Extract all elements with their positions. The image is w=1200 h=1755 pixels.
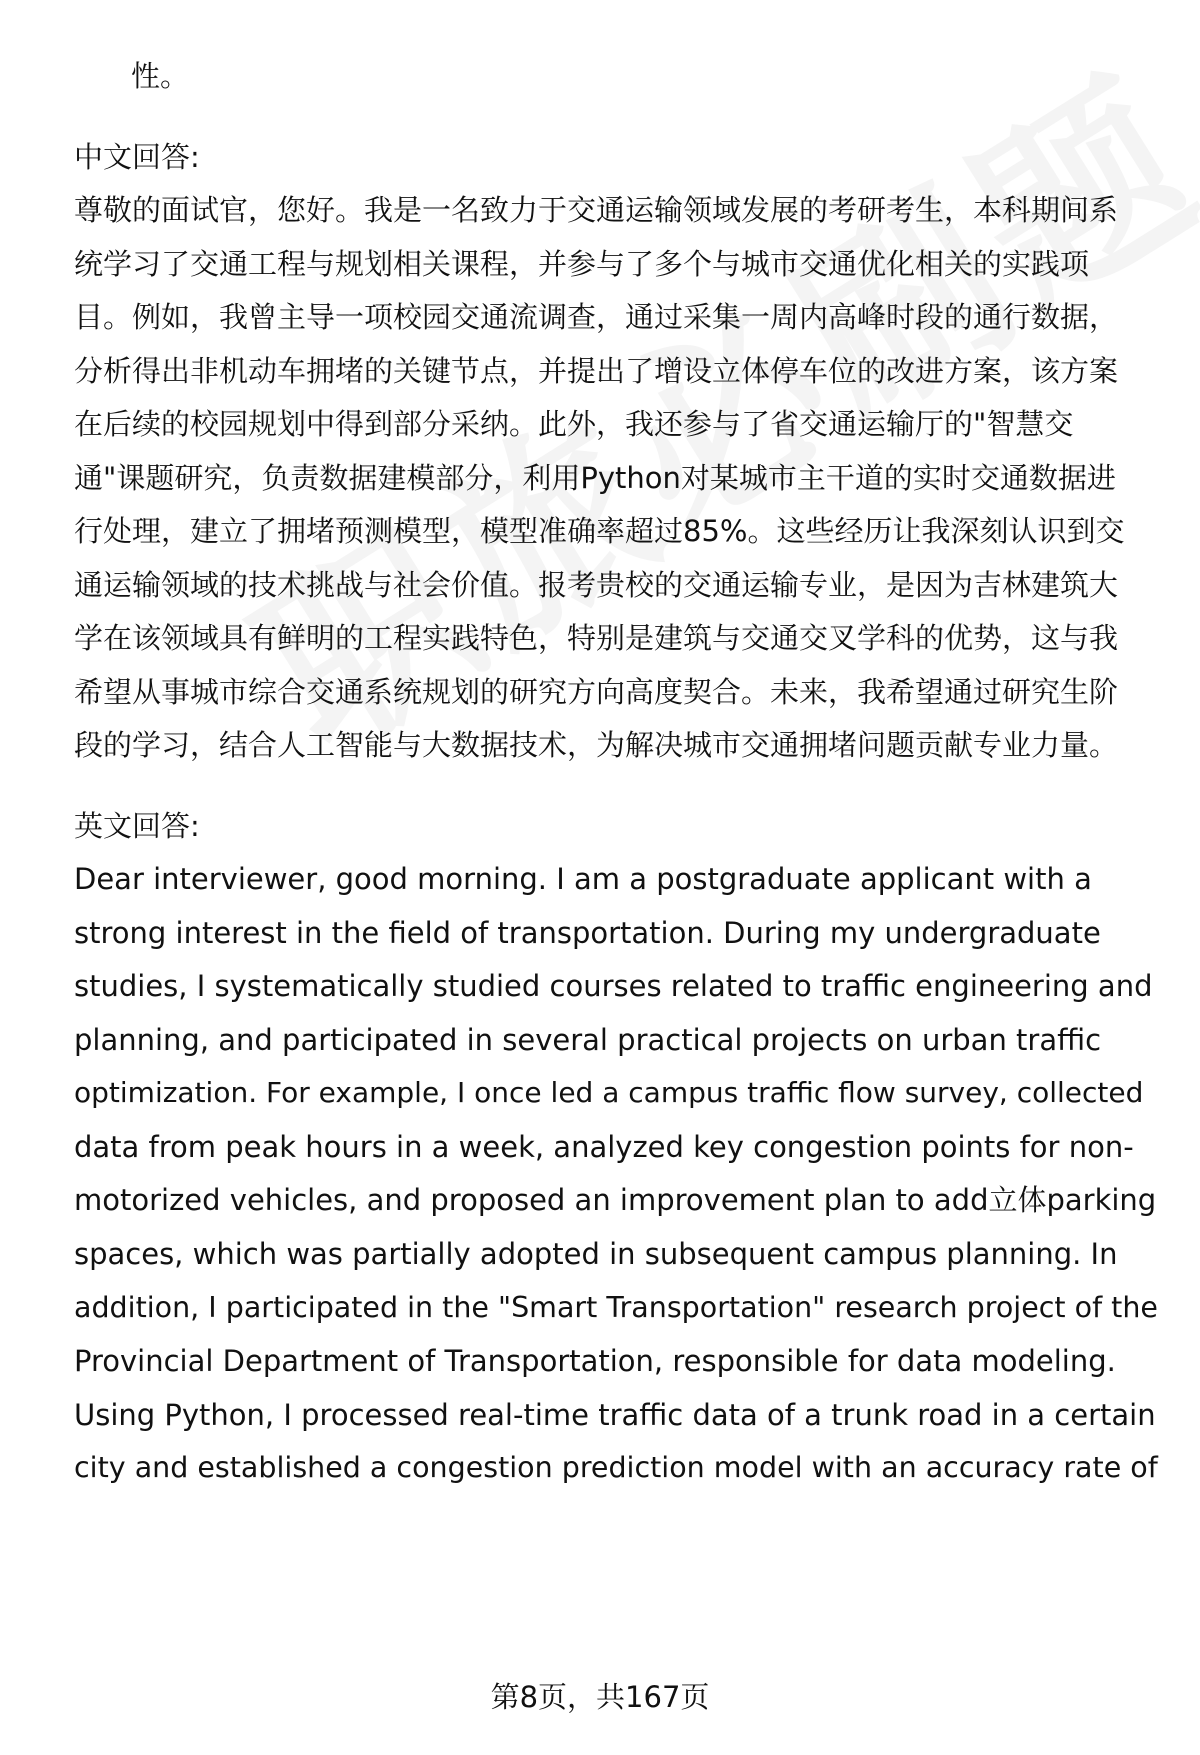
english-answer-line: planning, and participated in several practical projects on urban traffic [74, 1023, 1102, 1057]
chinese-answer-line: 通"课题研究，负责数据建模部分，利用Python对某城市主干道的实时交通数据进 [74, 461, 1116, 495]
chinese-answer-line: 通运输领域的技术挑战与社会价值。报考贵校的交通运输专业，是因为吉林建筑大 [74, 568, 1119, 602]
english-answer-line: Dear interviewer, good morning. I am a postgraduate applicant with a [74, 862, 1092, 896]
chinese-answer-line: 统学习了交通工程与规划相关课程，并参与了多个与城市交通优化相关的实践项 [74, 247, 1090, 281]
english-answer-line: Using Python, I processed real-time traffic data of a trunk road in a certain [74, 1398, 1156, 1432]
chinese-answer-line: 在后续的校园规划中得到部分采纳。此外，我还参与了省交通运输厅的"智慧交 [74, 407, 1074, 441]
english-answer-line: studies, I systematically studied courses related to traffic engineering and [74, 969, 1153, 1003]
english-answer-line: city and established a congestion prediction model with an accuracy rate of [74, 1451, 1158, 1484]
english-answer-line: addition, I participated in the "Smart Transportation" research project of the [74, 1291, 1158, 1324]
english-answer-line: spaces, which was partially adopted in subsequent campus planning. In [74, 1237, 1118, 1271]
chinese-answer-line: 尊敬的面试官，您好。我是一名致力于交通运输领域发展的考研考生，本科期间系 [74, 193, 1119, 227]
english-answer-line: data from peak hours in a week, analyzed key congestion points for non- [74, 1130, 1134, 1164]
chinese-answer-line: 目。例如，我曾主导一项校园交通流调查，通过采集一周内高峰时段的通行数据， [74, 300, 1119, 334]
chinese-answer-line: 希望从事城市综合交通系统规划的研究方向高度契合。未来，我希望通过研究生阶 [74, 675, 1119, 709]
english-answer-line: Provincial Department of Transportation, responsible for data modeling. [74, 1344, 1116, 1378]
chinese-answer-line: 分析得出非机动车拥堵的关键节点，并提出了增设立体停车位的改进方案，该方案 [74, 354, 1119, 388]
english-answer-line: strong interest in the field of transportation. During my undergraduate [74, 916, 1101, 950]
page-number-footer: 第8页，共167页 [490, 1680, 710, 1714]
english-answer-line: optimization. For example, I once led a campus traffic flow survey, collected [74, 1076, 1144, 1109]
english-answer-line: motorized vehicles, and proposed an improvement plan to add立体parking [74, 1183, 1157, 1217]
chinese-answer-line: 行处理，建立了拥堵预测模型，模型准确率超过85%。这些经历让我深刻认识到交 [74, 514, 1125, 548]
english-answer-heading: 英文回答: [74, 809, 200, 843]
chinese-answer-line: 段的学习，结合人工智能与大数据技术，为解决城市交通拥堵问题贡献专业力量。 [74, 728, 1119, 762]
continuation-text: 性。 [131, 59, 190, 93]
chinese-answer-heading: 中文回答: [74, 140, 200, 174]
chinese-answer-line: 学在该领域具有鲜明的工程实践特色，特别是建筑与交通交叉学科的优势，这与我 [74, 621, 1119, 655]
